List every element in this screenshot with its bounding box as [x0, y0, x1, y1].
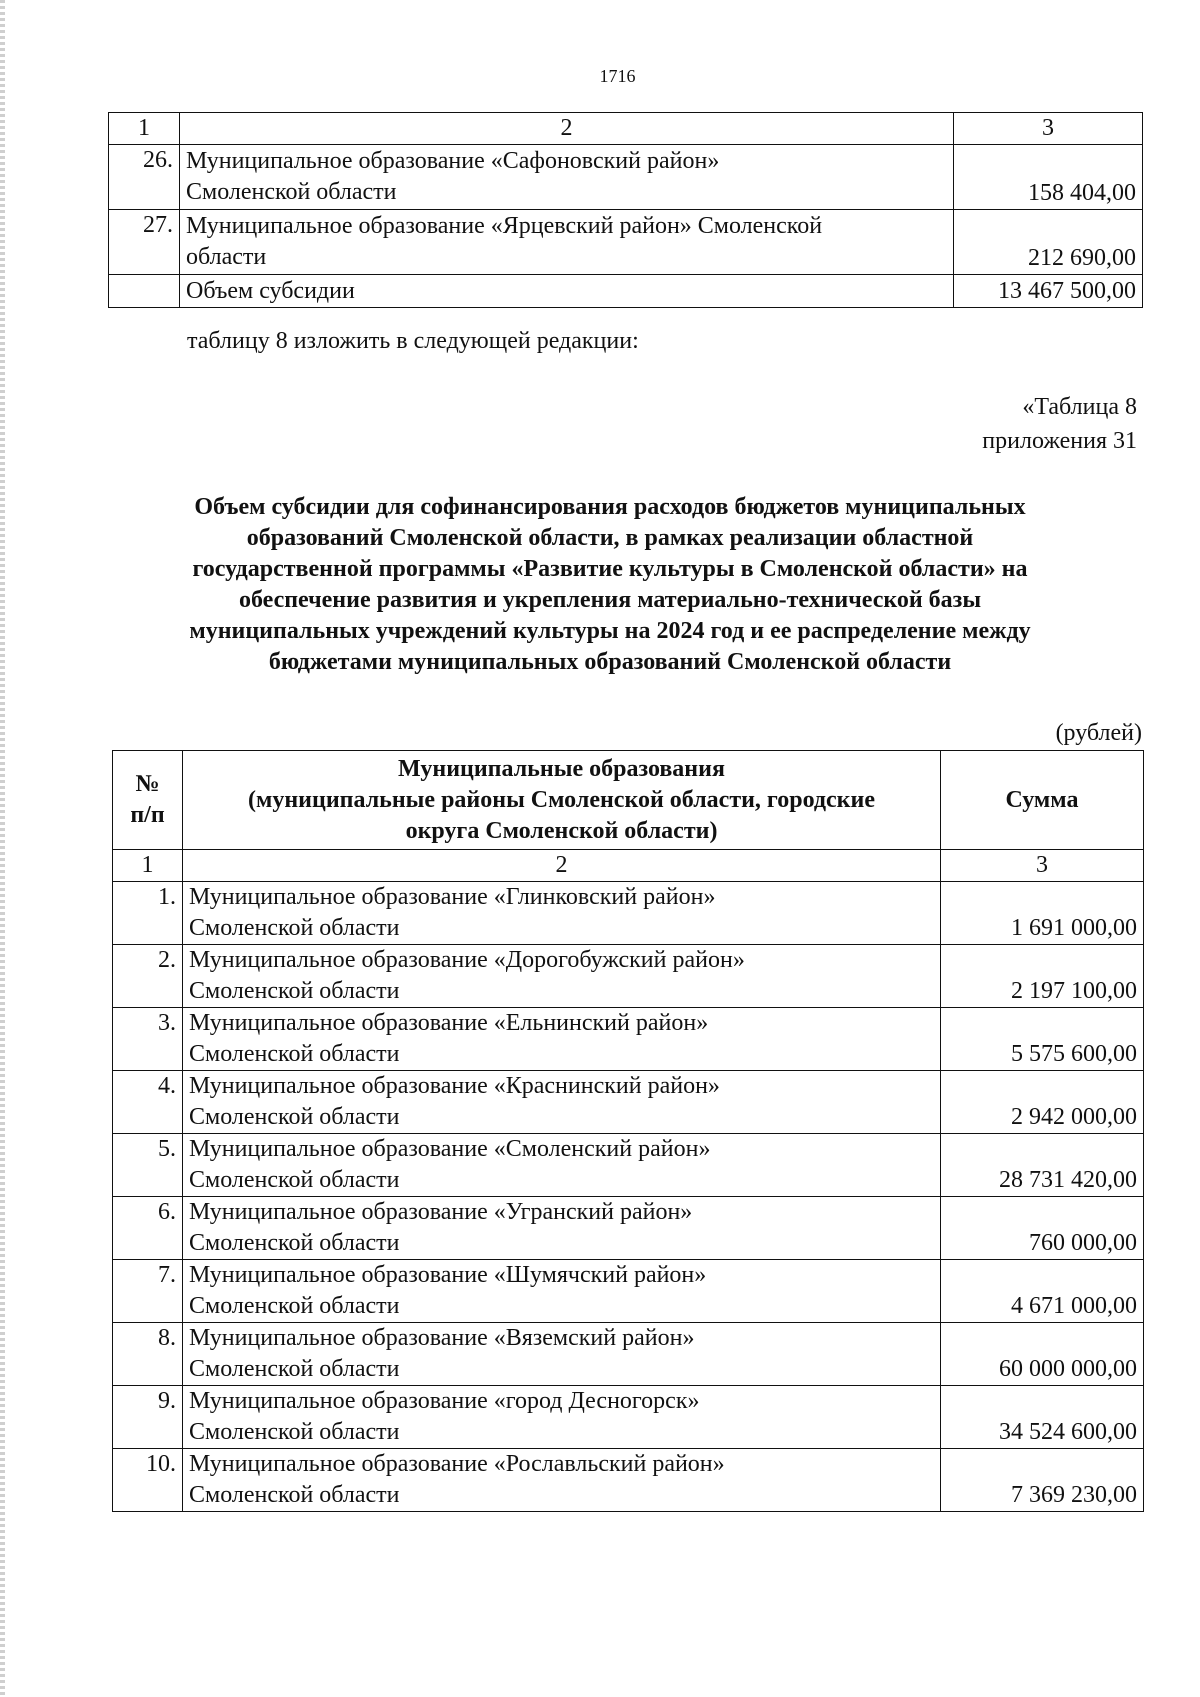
table-row — [113, 882, 1144, 945]
table-row — [113, 945, 1144, 1008]
total-value: 13 467 500,00 — [954, 275, 1143, 308]
title-line: образований Смоленской области, в рамках реализации областной — [246, 525, 974, 551]
column-number: 3 — [941, 850, 1144, 882]
row-number: 7. — [113, 1260, 183, 1323]
row-number: 3. — [113, 1008, 183, 1071]
column-number: 1 — [109, 113, 180, 145]
row-number: 9. — [113, 1386, 183, 1449]
table-reference — [982, 390, 1137, 458]
row-number: 5. — [113, 1134, 183, 1197]
title-line: муниципальных учреждений культуры на 2024 год и ее распределение между — [189, 618, 1031, 644]
row-number: 10. — [113, 1449, 183, 1512]
total-row — [109, 275, 1143, 308]
subsidy-amount: 158 404,00 — [954, 145, 1143, 210]
row-number: 8. — [113, 1323, 183, 1386]
header-number: № п/п — [113, 751, 183, 850]
header-municipalities: Муниципальные образования (муниципальные районы Смоленской области, городские округа Смоленской области) — [183, 751, 941, 850]
column-number: 2 — [180, 113, 954, 145]
subsidy-amount: 34 524 600,00 — [941, 1386, 1144, 1449]
table-row — [113, 1449, 1144, 1512]
table-row — [113, 1134, 1144, 1197]
municipality-name: Муниципальное образование «Сафоновский район» Смоленской области — [180, 145, 954, 210]
subsidy-amount: 1 691 000,00 — [941, 882, 1144, 945]
municipality-name: Муниципальное образование «Ярцевский район» Смоленской области — [180, 210, 954, 275]
column-number: 3 — [954, 113, 1143, 145]
instruction-text: таблицу 8 изложить в следующей редакции: — [187, 328, 639, 354]
row-number: 2. — [113, 945, 183, 1008]
table-row — [109, 145, 1143, 210]
table-row — [113, 1008, 1144, 1071]
page-number: 1716 — [599, 66, 636, 86]
subsidy-amount: 5 575 600,00 — [941, 1008, 1144, 1071]
table-reference-line: приложения 31 — [982, 428, 1137, 454]
table-row — [113, 1386, 1144, 1449]
subsidy-amount: 60 000 000,00 — [941, 1323, 1144, 1386]
table-reference-line: «Таблица 8 — [1022, 394, 1137, 420]
table-row — [113, 1071, 1144, 1134]
municipality-name: Муниципальное образование «Дорогобужский район» Смоленской области — [183, 945, 941, 1008]
subsidy-amount: 760 000,00 — [941, 1197, 1144, 1260]
header-sum: Сумма — [941, 751, 1144, 850]
row-number: 27. — [109, 210, 180, 275]
title-line: обеспечение развития и укрепления материально-технической базы — [238, 587, 982, 613]
column-number: 2 — [183, 850, 941, 882]
title-line: Объем субсидии для софинансирования расходов бюджетов муниципальных — [194, 494, 1026, 520]
municipality-name: Муниципальное образование «Вяземский район» Смоленской области — [183, 1323, 941, 1386]
subsidy-amount: 4 671 000,00 — [941, 1260, 1144, 1323]
municipality-name: Муниципальное образование «Глинковский район» Смоленской области — [183, 882, 941, 945]
title-line: бюджетами муниципальных образований Смоленской области — [268, 649, 952, 675]
row-number: 26. — [109, 145, 180, 210]
table-row — [113, 1323, 1144, 1386]
table-header — [113, 751, 1144, 850]
subsidy-table — [112, 750, 1144, 1512]
table-title — [70, 492, 1150, 678]
column-number: 1 — [113, 850, 183, 882]
total-label: Объем субсидии — [180, 275, 954, 308]
subsidy-amount: 7 369 230,00 — [941, 1449, 1144, 1512]
row-number: 1. — [113, 882, 183, 945]
municipality-name: Муниципальное образование «Угранский район» Смоленской области — [183, 1197, 941, 1260]
title-line: государственной программы «Развитие культуры в Смоленской области» на — [192, 556, 1028, 582]
subsidy-amount: 212 690,00 — [954, 210, 1143, 275]
municipality-name: Муниципальное образование «Краснинский район» Смоленской области — [183, 1071, 941, 1134]
column-number-row — [109, 113, 1143, 145]
municipality-name: Муниципальное образование «Смоленский район» Смоленской области — [183, 1134, 941, 1197]
municipality-name: Муниципальное образование «город Десногорск» Смоленской области — [183, 1386, 941, 1449]
unit-label: (рублей) — [1055, 720, 1142, 746]
row-number: 6. — [113, 1197, 183, 1260]
subsidy-amount: 2 942 000,00 — [941, 1071, 1144, 1134]
column-number-row — [113, 850, 1144, 882]
row-number: 4. — [113, 1071, 183, 1134]
empty-cell — [109, 275, 180, 308]
municipality-name: Муниципальное образование «Шумячский район» Смоленской области — [183, 1260, 941, 1323]
table-row — [109, 210, 1143, 275]
municipality-name: Муниципальное образование «Ельнинский район» Смоленской области — [183, 1008, 941, 1071]
scan-edge — [0, 0, 5, 1697]
table-row — [113, 1260, 1144, 1323]
subsidy-amount: 28 731 420,00 — [941, 1134, 1144, 1197]
table-row — [113, 1197, 1144, 1260]
subsidy-amount: 2 197 100,00 — [941, 945, 1144, 1008]
previous-table — [108, 112, 1143, 308]
municipality-name: Муниципальное образование «Рославльский район» Смоленской области — [183, 1449, 941, 1512]
